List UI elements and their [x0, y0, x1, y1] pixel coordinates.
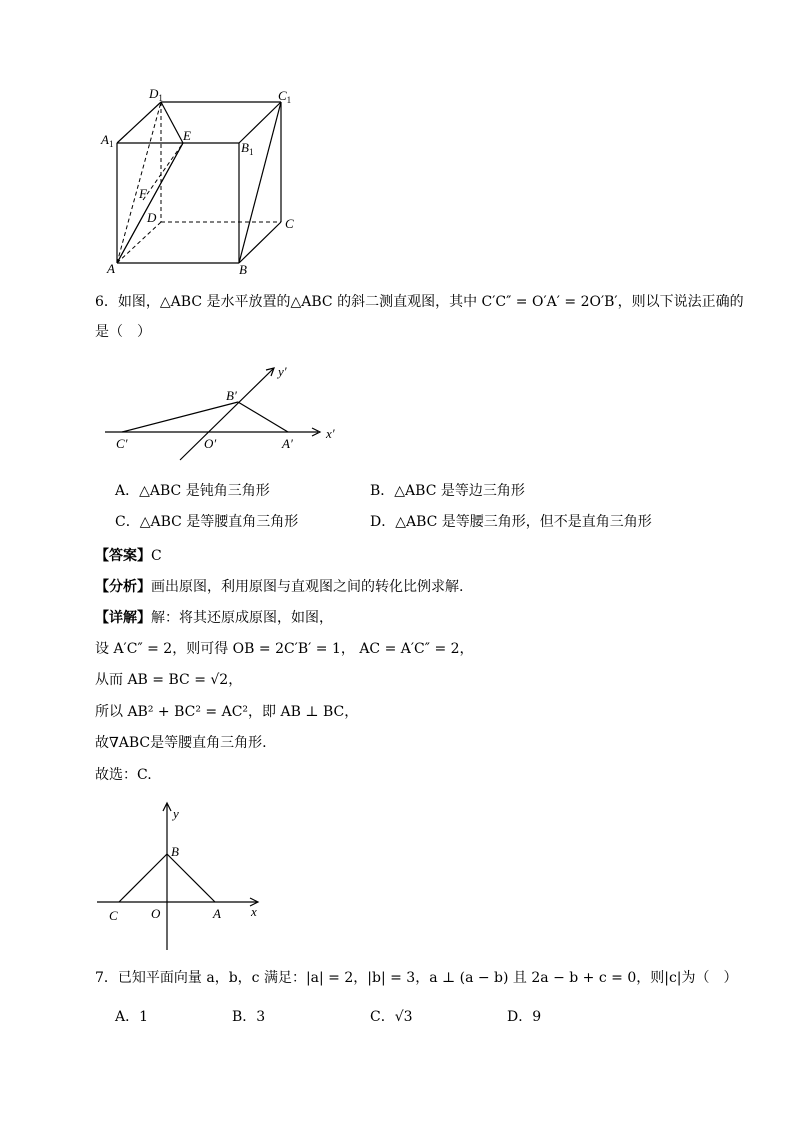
q6-detail-line2: 设 A′C″ = 2，则可得 OB = 2C′B′ = 1， AC = A′C″ = 2，: [95, 641, 474, 657]
label-C-prime: C′: [116, 436, 128, 451]
label-D1: $D_1$: [149, 86, 163, 103]
label-A: A: [213, 906, 221, 921]
q6-option-b: B．△ABC 是等边三角形: [370, 483, 525, 499]
label-O: O: [151, 906, 161, 921]
analysis-tag: 【分析】: [95, 579, 151, 595]
label-x-prime: x′: [326, 426, 335, 441]
label-B: B: [239, 262, 247, 277]
q6-detail-line1: [95, 608, 333, 628]
q6-stem-line2: 是（ ）: [95, 324, 151, 340]
detail-text: 解：将其还原成原图，如图，: [151, 610, 333, 626]
q6-option-a: A．△ABC 是钝角三角形: [115, 483, 270, 499]
label-C: C: [109, 908, 118, 923]
label-y-prime: y′: [278, 364, 287, 379]
q6-option-c: C．△ABC 是等腰直角三角形: [115, 514, 299, 530]
q6-stem-line1: 6．如图，△ABC 是水平放置的△ABC 的斜二测直观图，其中 C′C″ = O′A′ = 2O′B′，则以下说法正确的: [95, 294, 744, 310]
label-A: A: [107, 261, 115, 276]
original-figure: [95, 800, 275, 955]
answer-tag: 【答案】: [95, 548, 151, 564]
label-E: E: [183, 128, 191, 143]
q6-option-d: D．△ABC 是等腰三角形，但不是直角三角形: [370, 514, 652, 530]
label-B: B: [171, 844, 179, 859]
label-O-prime: O′: [204, 436, 217, 451]
label-C1: $C_1$: [278, 88, 292, 105]
label-D: D: [147, 210, 157, 225]
q7-option-d: D．9: [507, 1009, 542, 1025]
label-C: C: [285, 216, 294, 231]
q6-detail-line6: 故选：C.: [95, 767, 152, 783]
q6-detail-line3: 从而 AB = BC = √2，: [95, 672, 243, 688]
label-B1: $B_1$: [241, 140, 254, 157]
oblique-figure: [100, 360, 360, 465]
cube-figure: [95, 80, 315, 280]
q7-option-a: A．1: [115, 1009, 149, 1025]
analysis-text: 画出原图，利用原图与直观图之间的转化比例求解.: [151, 579, 464, 595]
q6-detail-line5: 故∇ABC是等腰直角三角形.: [95, 735, 267, 751]
detail-tag: 【详解】: [95, 610, 151, 626]
label-y: y: [173, 806, 179, 821]
q6-answer: [95, 546, 162, 566]
label-A1: $A_1$: [101, 132, 114, 149]
q7-option-b: B．3: [232, 1009, 266, 1025]
label-B-prime: B′: [226, 388, 237, 403]
label-A-prime: A′: [282, 436, 293, 451]
label-F: F: [139, 186, 147, 201]
q6-detail-line4: 所以 AB² + BC² = AC²，即 AB ⊥ BC，: [95, 704, 359, 720]
q6-analysis: [95, 577, 463, 597]
q7-stem: 7．已知平面向量 a，b，c 满足：|a| = 2，|b| = 3，a ⊥ (a − b) 且 2a − b + c = 0，则|c|为（ ）: [95, 970, 738, 986]
q7-option-c: C．√3: [370, 1009, 413, 1025]
answer-value: C: [151, 548, 162, 564]
label-x: x: [251, 904, 257, 919]
